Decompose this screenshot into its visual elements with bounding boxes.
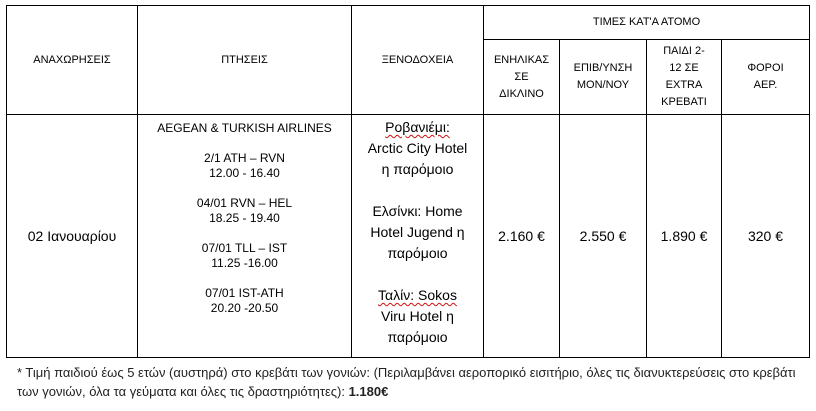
hotel-rovaniemi: Ροβανιέμι: Arctic City Hotel η παρόμοιο xyxy=(367,119,468,177)
footnote-text: * Τιμή παιδιού έως 5 ετών (αυστηρά) στο κρεβάτι των γονιών: (Περιλαμβάνει αεροπορικό εισιτήριο, όλες τις διανυκτερεύσεις στο κρεβάτι των γονιών, όλα τα γεύματα και όλες τις δραστηριότητες): xyxy=(17,365,796,399)
airline-name: AEGEAN & TURKISH AIRLINES xyxy=(157,121,332,135)
hotel-helsinki: Ελσίνκι: Home Hotel Jugend η παρόμοιο xyxy=(370,203,465,261)
tour-pricing-table xyxy=(6,5,810,358)
flight-leg: 04/01 RVN – HEL 18.25 - 19.40 xyxy=(196,196,293,225)
price-child-extra-bed: 1.890 € xyxy=(647,115,722,358)
header-hotels: ΞΕΝΟΔΟΧΕΙΑ xyxy=(352,6,484,115)
flight-leg: 2/1 ATH – RVN 12.00 - 16.40 xyxy=(204,151,285,180)
header-child-extra-bed: ΠΑΙΔΙ 2- 12 ΣΕ EXTRA ΚΡΕΒΑΤΙ xyxy=(647,40,722,115)
header-prices-per-person: ΤΙΜΕΣ ΚΑΤ'Α ΑΤΟΜΟ xyxy=(484,6,810,40)
price-adult-double: 2.160 € xyxy=(484,115,560,358)
footnote xyxy=(17,363,807,401)
table-row xyxy=(7,115,810,358)
hotels-cell xyxy=(352,115,484,358)
price-single-supplement: 2.550 € xyxy=(560,115,647,358)
header-adult-double: ΕΝΗΛΙΚΑΣ ΣΕ ΔΙΚΛΙΝΟ xyxy=(484,40,560,115)
flight-leg: 07/01 IST-ATH 20.20 -20.50 xyxy=(205,286,284,315)
header-airport-taxes: ΦΟΡΟΙ ΑΕΡ. xyxy=(722,40,810,115)
header-flights: ΠΤΗΣΕΙΣ xyxy=(138,6,352,115)
departure-date: 02 Ιανουαρίου xyxy=(7,115,138,358)
flight-leg: 07/01 TLL – IST 11.25 -16.00 xyxy=(201,241,288,270)
price-airport-taxes: 320 € xyxy=(722,115,810,358)
header-departures: ΑΝΑΧΩΡΗΣΕΙΣ xyxy=(7,6,138,115)
flights-cell xyxy=(138,115,352,358)
header-single-supplement: ΕΠΙΒ/ΥΝΣΗ ΜΟΝ/ΝΟΥ xyxy=(560,40,647,115)
hotel-tallinn: Ταλίν: Sokos Viru Hotel η παρόμοιο xyxy=(378,287,457,345)
footnote-child-price: 1.180€ xyxy=(348,384,389,399)
